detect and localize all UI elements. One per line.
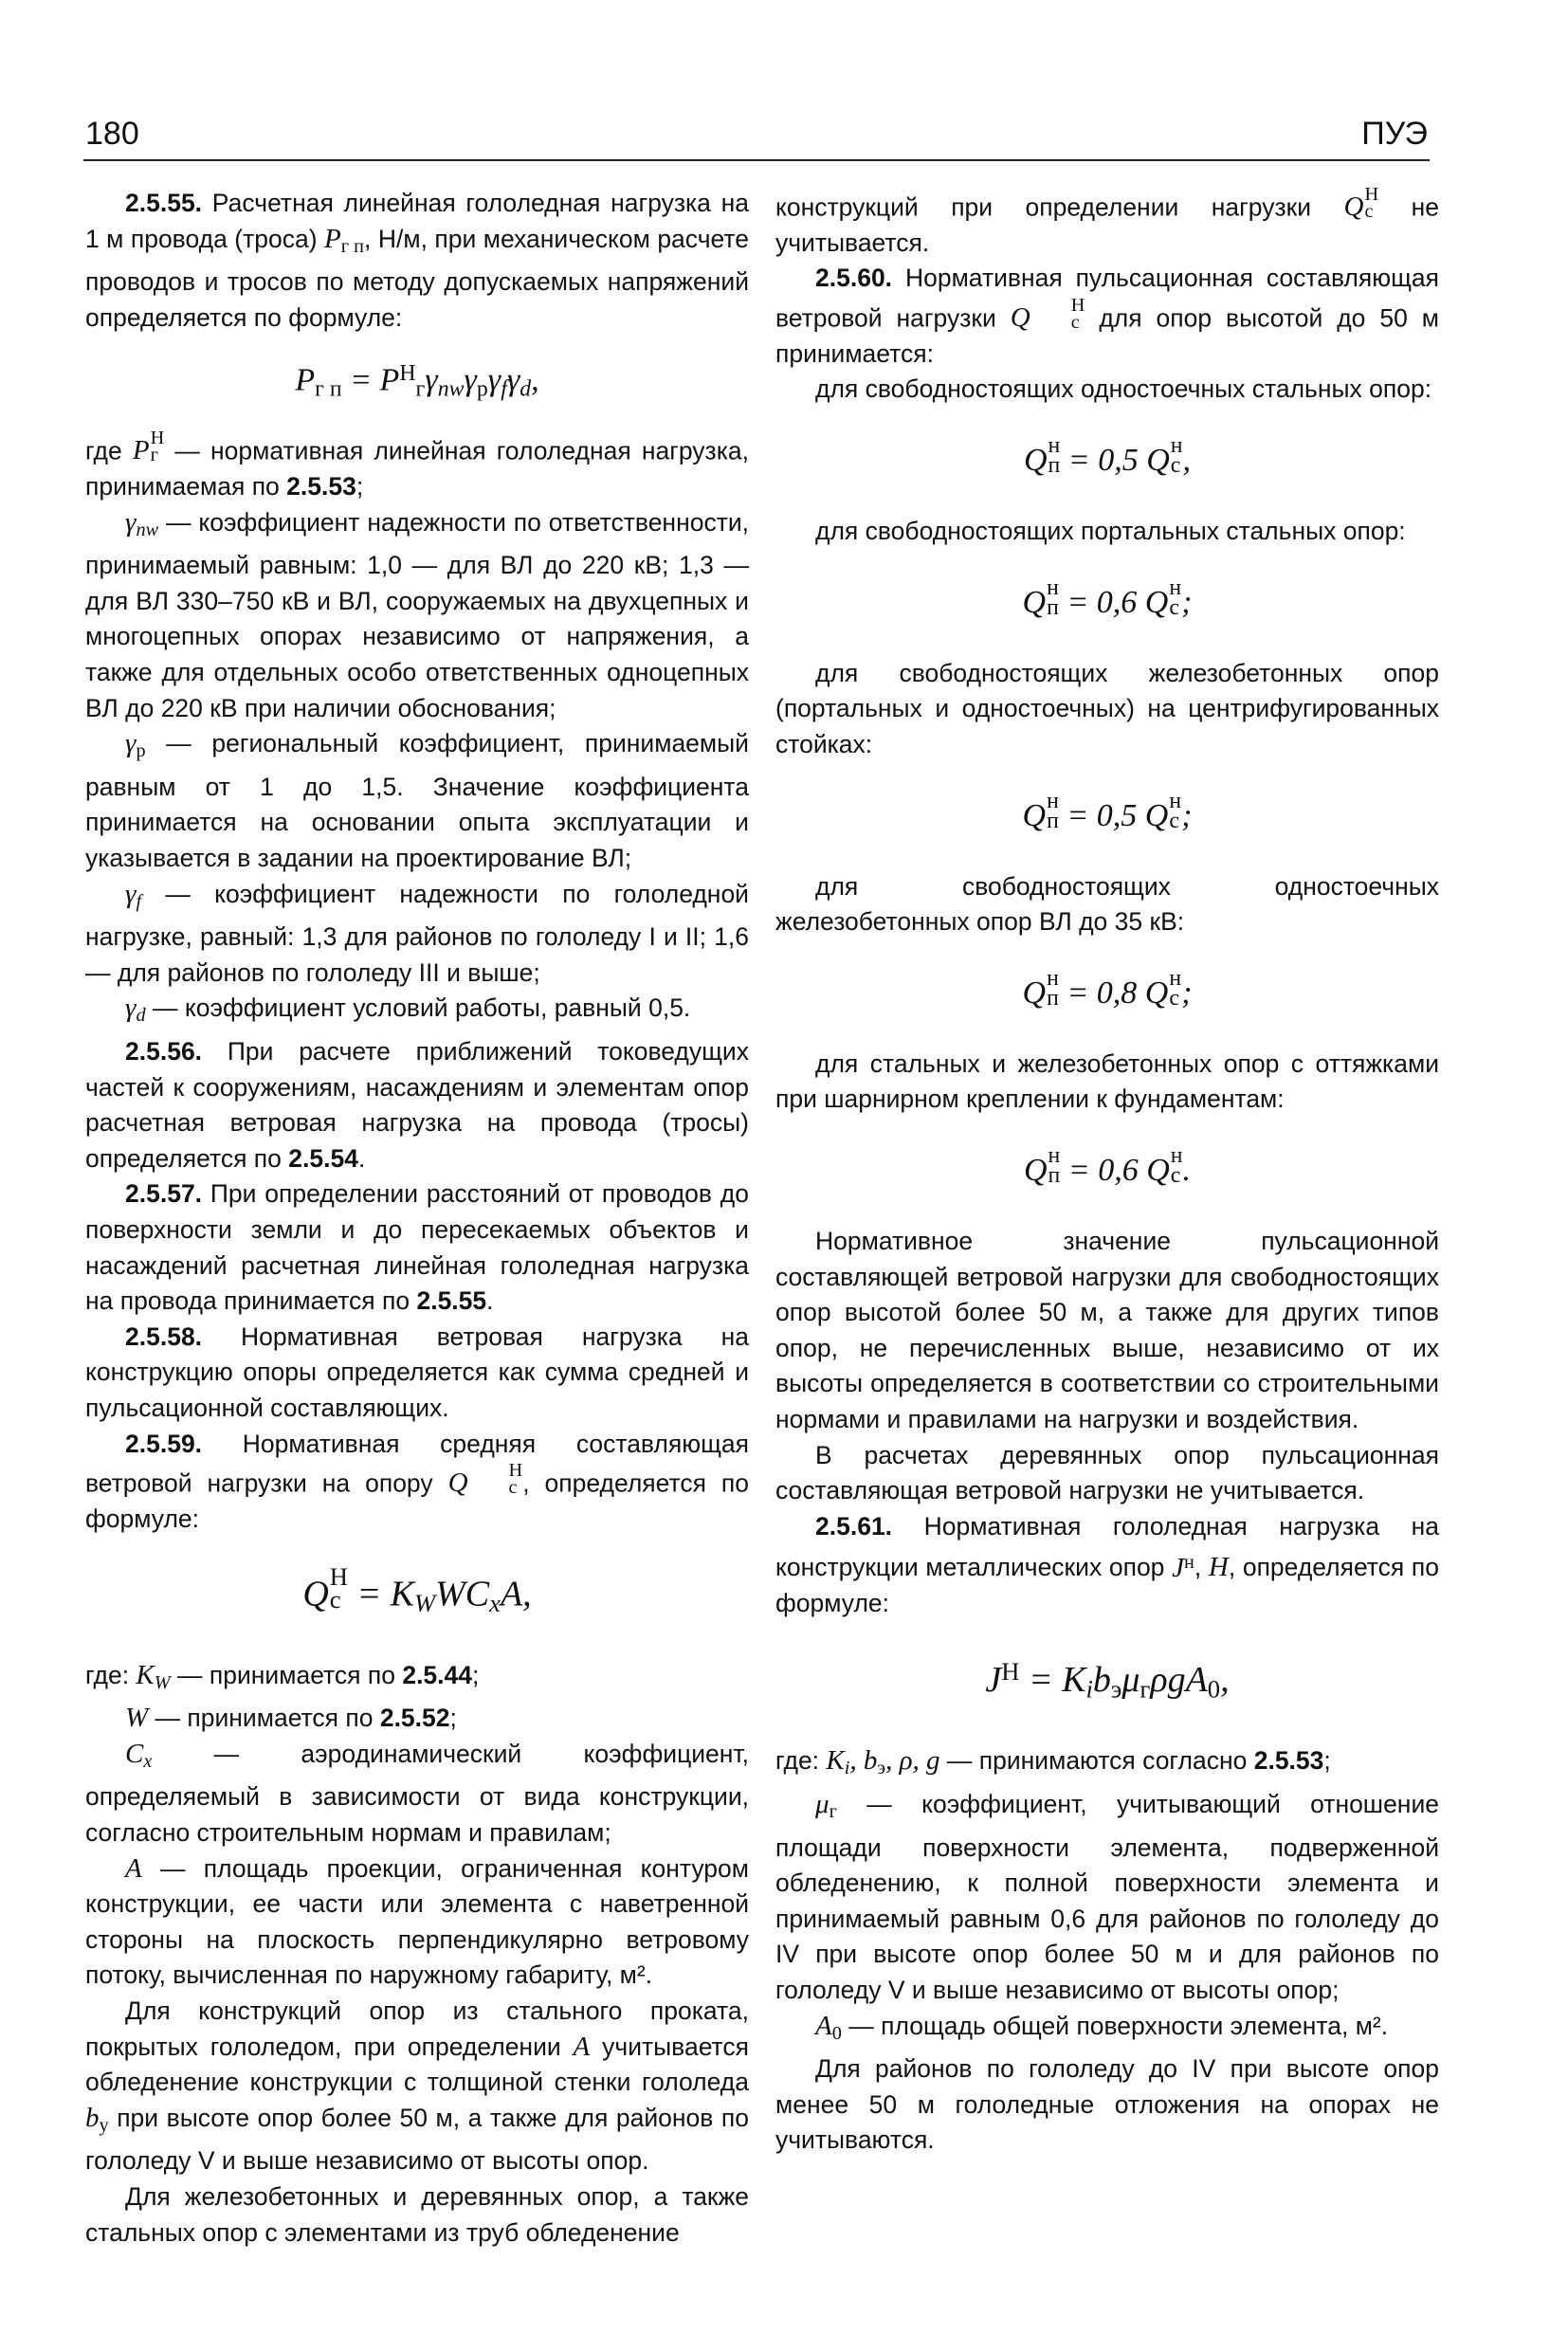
paragraph-2-5-58: 2.5.58. Нормативная ветровая нагрузка на конструкцию опоры определяется как сумма средней и пульсационной составляющих. (85, 1322, 749, 1423)
paragraph-2-5-61: 2.5.61. Нормативная гололедная нагрузка на конструкции металлических опор $J^н$, H, определяется по формуле: (775, 1511, 1439, 1618)
case-portal-steel: для свободностоящих портальных стальных опор: (815, 517, 1406, 546)
paragraph-wooden-supports: В расчетах деревянных опор пульсационная составляющая ветровой нагрузки не учитывается. (775, 1440, 1439, 1505)
formula-q-guyed: Q н п = 0,6 Q н с . (1023, 1143, 1192, 1189)
definition-a: A — площадь проекции, ограниченная контуром конструкции, ее части или элемента с наветренной стороны на плоскость перпендикулярно ветровому потоку, вычисленная по наружному габариту, м². (85, 1852, 749, 1990)
page-header (83, 112, 1430, 161)
formula-mean-wind-load: Q Н с = $K_WWC_xA$, (302, 1561, 532, 1617)
formula-ice-load-supports: $J^Н = K_ib_э\mu_г\rho gA_0$, (985, 1656, 1230, 1704)
definition-pg: где P Н г — нормативная линейная гололедная нагрузка, принимаемая по 2.5.53; (85, 428, 749, 501)
paragraph-2-5-55: 2.5.55. Расчетная линейная гололедная нагрузка на 1 м провода (троса) $P_{г п}$, Н/м, при механическом расчете проводов и тросов по методу допускаемых напряжений определяется по формуле: (85, 189, 749, 332)
paragraph-2-5-59: 2.5.59. Нормативная средняя составляющая ветровой нагрузки на опору Q Н с , определяется по формуле: (85, 1429, 749, 1534)
case-single-steel: для свободностоящих одностоечных стальных опор: (815, 374, 1432, 404)
paragraph-concrete-supports: Для железобетонных и деревянных опор, а также стальных опор с элементами из труб обледенение (85, 2182, 749, 2247)
definition-gamma-d: $\gamma_d$ — коэффициент условий работы, равный 0,5. (125, 993, 691, 1027)
definition-gamma-f: $\gamma_f$ — коэффициент надежности по гололедной нагрузке, равный: 1,3 для районов по гололеду I и II; 1,6 — для районов по гололеду III и выше; (85, 878, 749, 987)
definition-gamma-nw: $\gamma_{nw}$ — коэффициент надежности по ответственности, принимаемый равным: 1,0 — для ВЛ до 220 кВ; 1,3 — для ВЛ 330–750 кВ и ВЛ, сооружаемых на двухцепных и многоцепных опорах независимо от напряжения, а также для отдельных особо ответственных одноцепных ВЛ до 220 кВ при наличии обоснования; (85, 506, 749, 722)
paragraph-2-5-56: 2.5.56. При расчете приближений токоведущих частей к сооружениям, насаждениям и элементам опор расчетная ветровая нагрузка на провода (тросы) определяется по 2.5.54. (85, 1037, 749, 1173)
definition-gamma-p: $\gamma_р$ — региональный коэффициент, принимаемый равным от 1 до 1,5. Значение коэффициента принимается на основании опыта эксплуатации и указывается в задании на проектирование ВЛ; (85, 728, 749, 872)
case-single-concrete: для свободностоящих одностоечных железобетонных опор ВЛ до 35 кВ: (775, 871, 1439, 937)
page-number: 180 (85, 116, 139, 152)
definition-w: W — принимается по 2.5.52; (125, 1703, 457, 1734)
case-centrifuged-concrete: для свободностоящих железобетонных опор (портальных и одностоечных) на центрифугированных стойках: (775, 658, 1439, 758)
formula-ice-load: $P_{г п} = P^Н_г\gamma_{nw}\gamma_р\gamma_f\gamma_d$, (295, 361, 539, 403)
formula-q-single-steel: Q н п = 0,5 Q н с , (1023, 433, 1192, 479)
definition-mu: $\mu_г$ — коэффициент, учитывающий отношение площади поверхности элемента, подверженной обледенению, к полной поверхности элемента и принимаемый равным 0,6 для районов по гололеду до IV при высоте опор более 50 м и для районов по гололеду V и выше независимо от высоты опор; (775, 1788, 1439, 2004)
definition-kw: где: $K_W$ — принимается по 2.5.44; (85, 1659, 480, 1693)
left-column (85, 186, 749, 2251)
definition-ki-b-rho-g: где: $K_i$, $b_э$, ρ, g — принимаются согласно 2.5.53; (775, 1745, 1331, 1779)
formula-q-centrifuged: Q н п = 0,5 Q н с ; (1022, 788, 1193, 833)
paragraph-steel-supports: Для конструкций опор из стального проката, покрытых гололедом, при определении A учитывается обледенение конструкции с толщиной стенки гололеда $b_у$ при высоте опор более 50 м, а также для районов по гололеду V и выше независимо от высоты опор. (85, 1996, 749, 2176)
case-guyed: для стальных и железобетонных опор с оттяжками при шарнирном креплении к фундаментам: (775, 1048, 1439, 1114)
right-column (775, 186, 1439, 2159)
paragraph-last: Для районов по гололеду до IV при высоте опор менее 50 м гололедные отложения на опорах не учитываются. (775, 2054, 1439, 2155)
paragraph-continuation: конструкций при определении нагрузки Q Н с не учитывается. (775, 184, 1439, 257)
definition-cx: $C_x$ — аэродинамический коэффициент, определяемый в зависимости от вида конструкции, согласно строительным нормам и правилам; (85, 1738, 749, 1848)
paragraph-normative-value: Нормативное значение пульсационной составляющей ветровой нагрузки для свободностоящих опор высотой более 50 м, а также для других типов опор, не перечисленных выше, независимо от их высоты определяется в соответствии со строительными нормами и правилами на нагрузки и воздействия. (775, 1227, 1439, 1434)
formula-q-portal-steel: Q н п = 0,6 Q н с ; (1022, 574, 1193, 621)
formula-q-single-concrete: Q н п = 0,8 Q н с ; (1022, 965, 1193, 1012)
paragraph-2-5-60: 2.5.60. Нормативная пульсационная составляющая ветровой нагрузки Q Н с для опор высотой до 50 м принимается: (775, 264, 1439, 368)
running-title: ПУЭ (1361, 116, 1428, 152)
paragraph-2-5-57: 2.5.57. При определении расстояний от проводов до поверхности земли и до пересекаемых объектов и насаждений расчетная линейная гололедная нагрузка на провода принимается по 2.5.55. (85, 1179, 749, 1316)
definition-a0: $A_0$ — площадь общей поверхности элемента, м². (815, 2010, 1389, 2044)
